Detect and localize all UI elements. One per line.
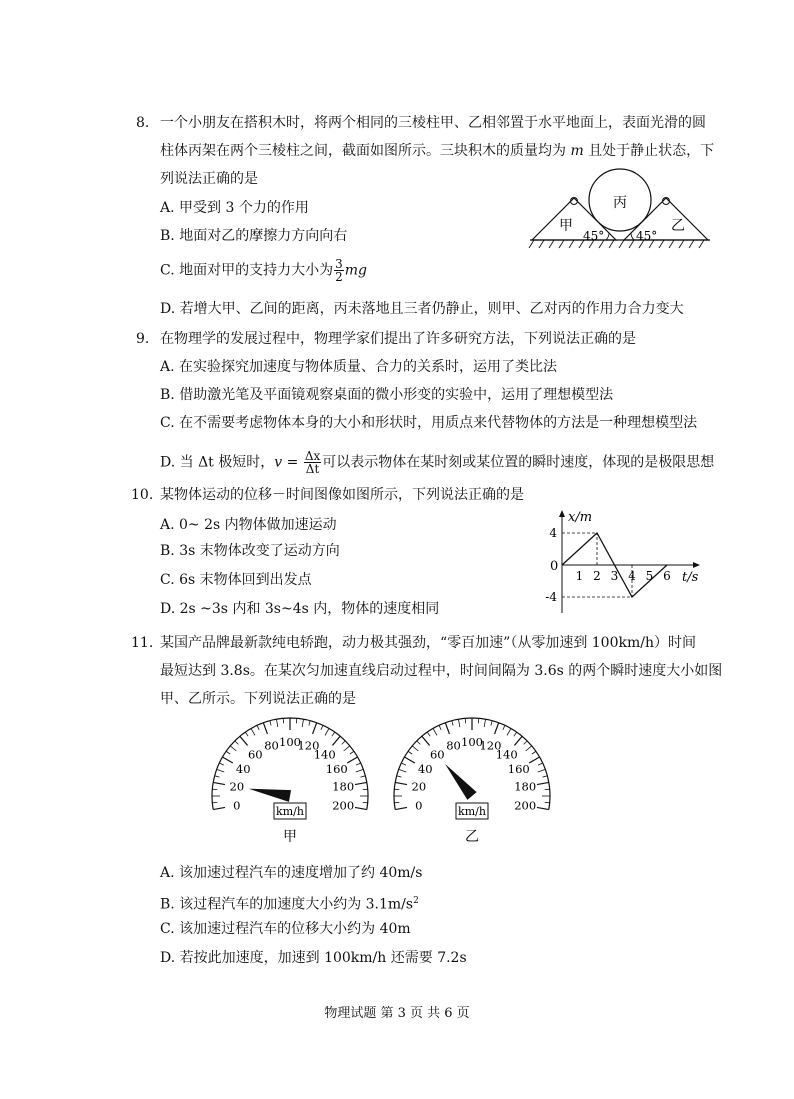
q10-x-axis-arrow	[693, 562, 700, 568]
gauge-tick	[503, 725, 505, 730]
q8-fraction	[334, 258, 344, 283]
q8-fraction-num: 3	[335, 257, 343, 271]
gauge-tick	[263, 723, 267, 734]
q8-option-b: B. 地面对乙的摩擦力方向向右	[160, 228, 348, 244]
q8-label-jia: 甲	[559, 218, 573, 234]
gauge-tick	[321, 725, 323, 730]
gauge-tick	[538, 763, 543, 765]
gauge-scale-label: 100	[279, 735, 301, 749]
gauge-tick	[427, 732, 430, 736]
gauge-tick	[412, 746, 418, 751]
gauge-tick	[404, 757, 414, 763]
q9-fraction	[304, 450, 321, 475]
q9-v-symbol: v	[274, 454, 283, 471]
q8-angle-arc-right	[631, 233, 634, 240]
gauge-scale-label: 40	[235, 762, 251, 776]
q11-option-b	[160, 892, 419, 914]
gauge-tick	[514, 732, 517, 736]
q10-option-d: D. 2s ~3s 内和 3s~4s 内，物体的速度相同	[160, 601, 440, 617]
q10-option-b: B. 3s 末物体改变了运动方向	[160, 543, 340, 559]
gauge-tick	[395, 807, 407, 809]
gauge-tick	[507, 728, 511, 735]
gauge-tick	[408, 751, 412, 754]
gauge-tick	[226, 751, 230, 754]
q8-option-d: D. 若增大甲、乙间的距离，丙未落地且三者仍静止，则甲、乙对丙的作用力合力变大	[160, 301, 684, 317]
gauge-scale-label: 100	[461, 735, 483, 749]
gauge-tick	[309, 721, 310, 726]
gauge-tick	[399, 769, 407, 772]
gauge-tick	[342, 741, 346, 745]
gauge-tick	[538, 769, 546, 772]
gauge-tick	[543, 776, 548, 777]
page-footer: 物理试题 第 3 页 共 6 页	[324, 1006, 470, 1021]
gauge-tick	[302, 719, 303, 727]
gauge-tick	[537, 807, 549, 809]
q10-y-axis-label: x/m	[568, 510, 593, 525]
q10-stem: 某物体运动的位移－时间图像如图所示，下列说法正确的是	[160, 487, 524, 503]
q10-x-tick-label: 3	[610, 569, 619, 583]
q10-y-tick-label: 4	[549, 526, 557, 540]
gauge-tick	[222, 757, 232, 763]
q10-x-tick-label: 4	[628, 569, 636, 583]
q8-option-a: A. 甲受到 3 个力的作用	[160, 200, 309, 216]
gauge-scale-label: 120	[297, 738, 320, 753]
q8-number: 8.	[136, 115, 150, 131]
q11-gauge-yi	[382, 716, 562, 846]
gauge-tick	[529, 757, 539, 763]
q10-option-a: A. 0~ 2s 内物体做加速运动	[160, 517, 337, 533]
q10-x-tick-label: 5	[645, 569, 654, 583]
gauge-unit-label: km/h	[276, 805, 304, 818]
q8-mass-symbol: m	[570, 143, 584, 159]
q9-fraction-den: Δt	[305, 462, 320, 476]
gauge-tick	[524, 741, 528, 745]
q8-ground-hatch	[529, 240, 704, 248]
gauge-tick	[356, 763, 361, 765]
q10-origin-label: 0	[550, 559, 559, 574]
q8-fraction-den: 2	[335, 270, 343, 284]
gauge-scale-label: 180	[514, 779, 537, 794]
gauge-unit-label: km/h	[458, 805, 486, 818]
q9-option-d	[160, 450, 714, 475]
q9-option-d-rest: 可以表示物体在某时刻或某位置的瞬时速度，体现的是极限思想	[322, 454, 715, 471]
q8-option-c-text: C. 地面对甲的支持力大小为	[160, 262, 334, 279]
gauge-scale-label: 80	[264, 738, 279, 753]
gauge-tick	[433, 728, 437, 735]
gauge-tick	[395, 782, 407, 784]
q10-option-c: C. 6s 末物体回到出发点	[160, 572, 312, 588]
gauge-tick	[213, 782, 225, 784]
q10-number: 10.	[131, 487, 154, 503]
q8-stem-line2	[160, 142, 714, 160]
gauge-needle	[445, 764, 477, 800]
gauge-caption: 甲	[283, 829, 297, 845]
gauge-tick	[325, 728, 329, 735]
q10-x-tick-label: 6	[663, 569, 671, 583]
gauge-tick	[445, 723, 449, 734]
gauge-tick	[240, 736, 248, 745]
gauge-tick	[458, 719, 459, 727]
q8-stem-line1: 一个小朋友在搭积木时，将两个相同的三棱柱甲、乙相邻置于水平地面上，表面光滑的圆	[160, 115, 706, 131]
gauge-tick	[257, 725, 259, 730]
gauge-scale-label: 160	[507, 762, 530, 776]
q8-label-bing: 丙	[613, 195, 627, 211]
gauge-scale-label: 160	[325, 762, 348, 776]
gauge-scale-label: 40	[417, 762, 433, 776]
q10-x-tick-label: 1	[575, 569, 584, 583]
q9-equals: =	[282, 454, 303, 471]
gauge-scale-label: 0	[415, 798, 423, 813]
q11-stem-line3: 甲、乙所示。下列说法正确的是	[160, 691, 356, 707]
gauge-scale-label: 200	[332, 798, 355, 813]
q9-option-c: C. 在不需要考虑物体本身的大小和形状时，用质点来代替物体的方法是一种理想模型法	[160, 415, 698, 431]
gauge-tick	[276, 719, 277, 727]
gauge-tick	[230, 746, 236, 751]
q11-option-c: C. 该加速过程汽车的位移大小约为 40m	[160, 921, 411, 937]
gauge-tick	[217, 769, 225, 772]
q11-stem-line2: 最短达到 3.8s。在某次匀加速直线启动过程中，时间间隔为 3.6s 的两个瞬时速度大小如图	[160, 663, 723, 679]
gauge-tick	[452, 721, 453, 726]
q11-number: 11.	[131, 635, 154, 651]
q9-stem: 在物理学的发展过程中，物理学家们提出了许多研究方法，下列说法正确的是	[160, 331, 636, 347]
gauge-tick	[219, 763, 224, 765]
gauge-scale-label: 140	[313, 747, 336, 762]
q11-option-b-text: B. 该过程汽车的加速度大小约为 3.1m/s	[160, 896, 414, 913]
gauge-scale-label: 140	[495, 747, 518, 762]
gauge-tick	[537, 782, 549, 784]
gauge-caption: 乙	[465, 829, 479, 845]
gauge-tick	[439, 725, 441, 730]
gauge-tick	[347, 757, 357, 763]
q11-stem-line1: 某国产品牌最新款纯电轿跑，动力极其强劲，“零百加速”（从零加速到 100km/h）时间	[160, 635, 696, 651]
q9-option-d-text: D. 当 Δt 极短时，	[160, 454, 275, 471]
gauge-scale-label: 20	[411, 779, 427, 794]
gauge-tick	[332, 736, 340, 745]
gauge-scale-label: 200	[514, 798, 537, 813]
q8-option-c	[160, 258, 367, 283]
q8-angle-label-right: 45°	[636, 229, 658, 243]
gauge-tick	[526, 746, 532, 751]
q8-stem-line3: 列说法正确的是	[160, 171, 258, 187]
gauge-tick	[484, 719, 485, 727]
gauge-scale-label: 60	[247, 747, 263, 762]
q9-fraction-num: Δx	[304, 449, 321, 463]
gauge-tick	[422, 736, 430, 745]
gauge-tick	[270, 721, 271, 726]
q11-option-a: A. 该加速过程汽车的速度增加了约 40m/s	[160, 865, 423, 881]
gauge-scale-label: 120	[479, 738, 502, 753]
q11-gauge-jia	[200, 716, 380, 846]
gauge-tick	[215, 776, 220, 777]
q8-angle-arc-left	[606, 233, 609, 240]
q8-stem-line2a: 柱体丙架在两个三棱柱之间，截面如图所示。三块积木的质量均为	[160, 143, 566, 159]
q9-option-a: A. 在实验探究加速度与物体质量、合力的关系时，运用了类比法	[160, 359, 558, 375]
gauge-tick	[355, 782, 367, 784]
q9-option-b: B. 借助激光笔及平面镜观察桌面的微小形变的实验中，运用了理想模型法	[160, 387, 614, 403]
gauge-scale-label: 80	[446, 738, 461, 753]
gauge-tick	[213, 807, 225, 809]
gauge-tick	[514, 736, 522, 745]
gauge-scale-label: 20	[229, 779, 245, 794]
gauge-tick	[397, 776, 402, 777]
q8-angle-label-left: 45°	[583, 229, 605, 243]
q10-y-tick-label: -4	[545, 590, 557, 604]
q10-x-axis-label: t/s	[682, 570, 699, 585]
gauge-tick	[401, 763, 406, 765]
gauge-tick	[350, 751, 354, 754]
gauge-scale-label: 0	[233, 798, 241, 813]
gauge-tick	[332, 732, 335, 736]
gauge-tick	[356, 769, 364, 772]
gauge-scale-label: 180	[332, 779, 355, 794]
gauge-tick	[355, 807, 367, 809]
q10-y-axis-arrow	[559, 510, 565, 517]
gauge-tick	[491, 721, 492, 726]
gauge-tick	[495, 723, 499, 734]
q8-figure	[528, 164, 712, 254]
q10-xt-chart	[540, 505, 710, 617]
q8-stem-line2b: 且处于静止状态，下	[588, 143, 715, 159]
gauge-tick	[361, 776, 366, 777]
q9-number: 9.	[136, 331, 150, 347]
gauge-tick	[417, 741, 421, 745]
gauge-tick	[532, 751, 536, 754]
q11-option-d: D. 若按此加速度，加速到 100km/h 还需要 7.2s	[160, 950, 467, 966]
gauge-scale-label: 60	[429, 747, 445, 762]
gauge-tick	[344, 746, 350, 751]
gauge-tick	[251, 728, 255, 735]
q10-x-tick-label: 2	[593, 569, 601, 583]
gauge-tick	[235, 741, 239, 745]
gauge-needle	[249, 789, 291, 802]
gauge-tick	[313, 723, 317, 734]
q8-label-yi: 乙	[671, 218, 685, 234]
gauge-tick	[245, 732, 248, 736]
q11-option-b-sup: 2	[413, 896, 419, 906]
q8-option-c-mg: mg	[344, 262, 368, 279]
